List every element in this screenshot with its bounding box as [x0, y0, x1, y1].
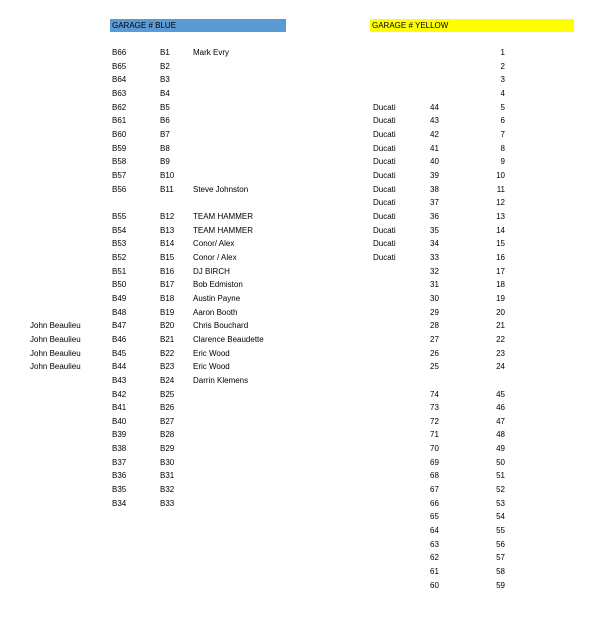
rider-name: Bob Edmiston [193, 280, 243, 290]
bay-code-low: B6 [160, 116, 170, 126]
spot-number-mid: 29 [430, 307, 439, 317]
team-cell: Ducati [373, 252, 396, 262]
bay-code-high: B44 [112, 362, 127, 372]
spot-number-right: 49 [496, 444, 505, 454]
spot-number-right: 22 [496, 334, 505, 344]
bay-code-high: B46 [112, 334, 127, 344]
bay-code-low: B4 [160, 88, 170, 98]
spot-number-right: 16 [496, 252, 505, 262]
bay-code-high: B38 [112, 444, 127, 454]
spot-number-mid: 26 [430, 348, 439, 358]
spot-number-right: 11 [496, 184, 505, 194]
spot-number-mid: 33 [430, 252, 439, 262]
rider-name: TEAM HAMMER [193, 211, 253, 221]
spot-number-mid: 69 [430, 457, 439, 467]
spot-number-right: 3 [500, 75, 505, 85]
bay-code-low: B26 [160, 403, 175, 413]
rider-name: Darrin Klemens [193, 375, 249, 385]
spot-number-mid: 68 [430, 471, 439, 481]
owner-cell: John Beaulieu [30, 348, 81, 358]
spot-number-right: 21 [496, 321, 505, 331]
bay-code-low: B8 [160, 143, 170, 153]
spot-number-right: 54 [496, 512, 505, 522]
bay-code-low: B19 [160, 307, 175, 317]
spot-number-right: 24 [496, 362, 505, 372]
spot-number-right: 59 [496, 580, 505, 590]
rider-name: Mark Evry [193, 48, 229, 57]
bay-code-high: B37 [112, 457, 127, 467]
spot-number-mid: 72 [430, 416, 439, 426]
rider-name: Chris Bouchard [193, 321, 249, 331]
spot-number-right: 19 [496, 293, 505, 303]
spot-number-mid: 38 [430, 184, 439, 194]
bay-code-low: B25 [160, 389, 175, 399]
bay-code-high: B66 [112, 48, 127, 57]
spot-number-right: 50 [496, 457, 505, 467]
spot-number-right: 15 [496, 239, 505, 249]
bay-code-low: B10 [160, 170, 175, 180]
bay-code-high: B40 [112, 416, 127, 426]
bay-code-high: B43 [112, 375, 127, 385]
owner-cell: John Beaulieu [30, 362, 81, 372]
spot-number-right: 9 [500, 157, 505, 167]
rider-name: DJ BIRCH [193, 266, 230, 276]
spot-number-mid: 32 [430, 266, 439, 276]
header-garage-yellow: GARAGE # YELLOW [370, 19, 574, 32]
team-cell: Ducati [373, 129, 396, 139]
bay-code-low: B30 [160, 457, 175, 467]
spot-number-mid: 28 [430, 321, 439, 331]
bay-code-low: B20 [160, 321, 175, 331]
rider-name: Aaron Booth [193, 307, 238, 317]
spot-number-mid: 35 [430, 225, 439, 235]
spot-number-mid: 25 [430, 362, 439, 372]
spot-number-right: 14 [496, 225, 505, 235]
bay-code-low: B24 [160, 375, 175, 385]
spot-number-mid: 44 [430, 102, 439, 112]
team-cell: Ducati [373, 143, 396, 153]
bay-code-high: B41 [112, 403, 127, 413]
spot-number-mid: 61 [430, 567, 439, 577]
spot-number-right: 20 [496, 307, 505, 317]
bay-code-low: B21 [160, 334, 175, 344]
spot-number-right: 12 [496, 198, 505, 208]
team-cell: Ducati [373, 157, 396, 167]
bay-code-high: B64 [112, 75, 127, 85]
spot-number-mid: 27 [430, 334, 439, 344]
bay-code-high: B50 [112, 280, 127, 290]
bay-code-high: B62 [112, 102, 127, 112]
spot-number-mid: 39 [430, 170, 439, 180]
spot-number-mid: 43 [430, 116, 439, 126]
spot-number-mid: 30 [430, 293, 439, 303]
bay-code-high: B55 [112, 211, 127, 221]
bay-code-high: B35 [112, 485, 127, 495]
spot-number-mid: 73 [430, 403, 439, 413]
spot-number-right: 53 [496, 498, 505, 508]
bay-code-low: B23 [160, 362, 175, 372]
spot-number-mid: 71 [430, 430, 439, 440]
bay-code-high: B42 [112, 389, 127, 399]
bay-code-low: B27 [160, 416, 175, 426]
spot-number-right: 51 [496, 471, 505, 481]
bay-code-low: B31 [160, 471, 175, 481]
bay-code-high: B58 [112, 157, 127, 167]
spot-number-right: 55 [496, 526, 505, 536]
bay-code-high: B54 [112, 225, 127, 235]
bay-code-low: B11 [160, 184, 174, 194]
bay-code-low: B12 [160, 211, 175, 221]
bay-code-high: B57 [112, 170, 127, 180]
spot-number-mid: 60 [430, 580, 439, 590]
bay-code-low: B5 [160, 102, 170, 112]
rider-name: Eric Wood [193, 348, 230, 358]
spot-number-mid: 31 [430, 280, 439, 290]
spot-number-right: 57 [496, 553, 505, 563]
rider-name: Austin Payne [193, 293, 241, 303]
owner-cell: John Beaulieu [30, 321, 81, 331]
bay-code-high: B56 [112, 184, 127, 194]
spot-number-right: 45 [496, 389, 505, 399]
rider-name: Clarence Beaudette [193, 334, 264, 344]
bay-code-low: B7 [160, 129, 170, 139]
owner-cell: John Beaulieu [30, 334, 81, 344]
team-cell: Ducati [373, 116, 396, 126]
spot-number-right: 7 [500, 129, 505, 139]
bay-code-high: B52 [112, 252, 127, 262]
rider-name: Conor / Alex [193, 252, 237, 262]
rider-name: Eric Wood [193, 362, 230, 372]
bay-code-high: B49 [112, 293, 127, 303]
bay-code-high: B36 [112, 471, 127, 481]
bay-code-low: B1 [160, 48, 170, 57]
bay-code-high: B39 [112, 430, 127, 440]
spot-number-mid: 62 [430, 553, 439, 563]
spot-number-mid: 36 [430, 211, 439, 221]
bay-code-low: B18 [160, 293, 175, 303]
bay-code-high: B63 [112, 88, 127, 98]
bay-code-low: B3 [160, 75, 170, 85]
rider-name: Steve Johnston [193, 184, 249, 194]
spot-number-mid: 65 [430, 512, 439, 522]
spot-number-right: 18 [496, 280, 505, 290]
spot-number-right: 48 [496, 430, 505, 440]
spot-number-right: 8 [500, 143, 505, 153]
bay-code-high: B65 [112, 61, 127, 71]
bay-code-low: B14 [160, 239, 175, 249]
spot-number-right: 5 [500, 102, 505, 112]
team-cell: Ducati [373, 211, 396, 221]
spot-number-right [465, 375, 505, 387]
spot-number-mid: 41 [430, 143, 439, 153]
spot-number-right: 4 [500, 88, 505, 98]
spot-number-right: 56 [496, 539, 505, 549]
team-cell: Ducati [373, 225, 396, 235]
spot-number-right: 10 [496, 170, 505, 180]
rider-name: TEAM HAMMER [193, 225, 253, 235]
spot-number-mid: 34 [430, 239, 439, 249]
bay-code-low: B16 [160, 266, 175, 276]
header-garage-blue: GARAGE # BLUE [110, 19, 286, 32]
spot-number-right: 6 [500, 116, 505, 126]
spot-number-right: 23 [496, 348, 505, 358]
spot-number-mid: 66 [430, 498, 439, 508]
bay-code-low: B22 [160, 348, 175, 358]
bay-code-low: B2 [160, 61, 170, 71]
spot-number-right: 17 [496, 266, 505, 276]
team-cell: Ducati [373, 170, 396, 180]
bay-code-low: B15 [160, 252, 175, 262]
spot-number-mid: 67 [430, 485, 439, 495]
bay-code-high: B47 [112, 321, 127, 331]
bay-code-low: B33 [160, 498, 175, 508]
spot-number-right: 13 [496, 211, 505, 221]
bay-code-low: B29 [160, 444, 175, 454]
bay-code-high: B59 [112, 143, 127, 153]
spot-number-mid: 42 [430, 129, 439, 139]
bay-code-high: B60 [112, 129, 127, 139]
bay-code-low: B17 [160, 280, 175, 290]
spot-number-mid: 40 [430, 157, 439, 167]
bay-code-high: B34 [112, 498, 127, 508]
team-cell: Ducati [373, 102, 396, 112]
bay-code-high: B45 [112, 348, 127, 358]
spot-number-right: 58 [496, 567, 505, 577]
team-cell: Ducati [373, 239, 396, 249]
spot-number-right: 47 [496, 416, 505, 426]
spot-number-mid: 63 [430, 539, 439, 549]
rider-name: Conor/ Alex [193, 239, 235, 249]
spot-number-mid: 37 [430, 198, 439, 208]
spot-number-right: 1 [500, 48, 505, 57]
spot-number-mid: 64 [430, 526, 439, 536]
spot-number-mid: 74 [430, 389, 439, 399]
bay-code-low: B32 [160, 485, 175, 495]
bay-code-high: B51 [112, 266, 127, 276]
bay-code-low: B28 [160, 430, 175, 440]
spot-number-right: 52 [496, 485, 505, 495]
spot-number-mid: 70 [430, 444, 439, 454]
bay-code-high: B53 [112, 239, 127, 249]
team-cell: Ducati [373, 184, 396, 194]
team-cell: Ducati [373, 198, 396, 208]
bay-code-high: B61 [112, 116, 127, 126]
bay-code-high: B48 [112, 307, 127, 317]
bay-code-low: B9 [160, 157, 170, 167]
spot-number-right: 46 [496, 403, 505, 413]
spot-number-right: 2 [500, 61, 505, 71]
bay-code-low: B13 [160, 225, 175, 235]
